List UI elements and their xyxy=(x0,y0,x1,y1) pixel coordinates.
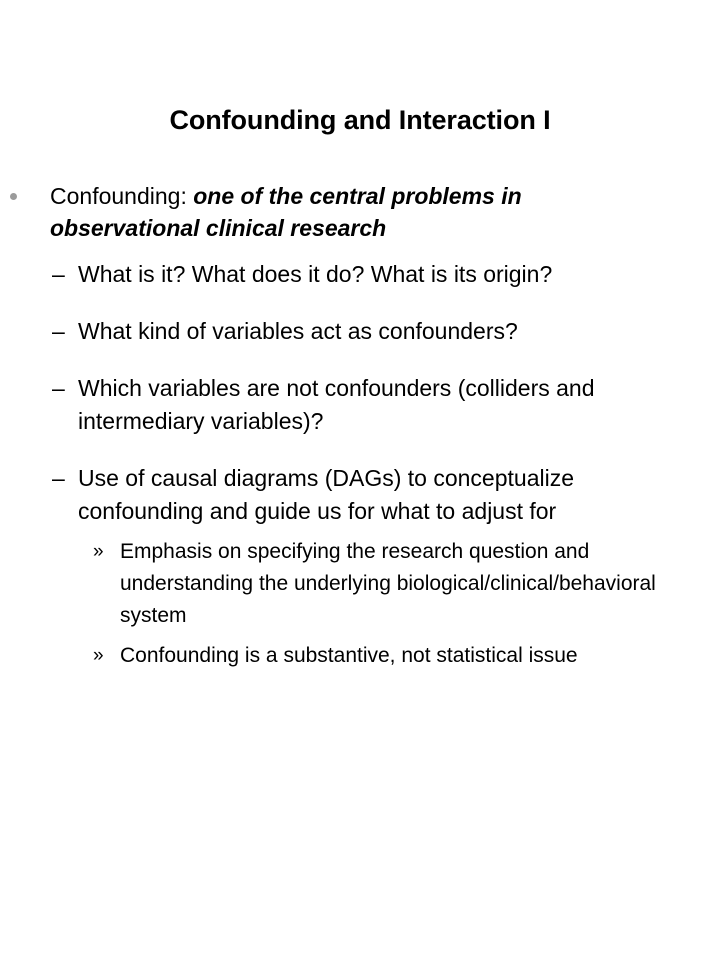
list-item-level3-text: Emphasis on specifying the research question and understanding the underlying biological/clinical/behavioral system xyxy=(120,540,656,627)
en-dash-bullet-icon: – xyxy=(52,261,65,287)
guillemet-bullet-icon: » xyxy=(93,541,104,562)
list-item-level1-text xyxy=(50,180,720,244)
list-item-level2 xyxy=(0,258,720,291)
list-item-level3 xyxy=(0,536,720,632)
page-title: Confounding and Interaction I xyxy=(169,105,551,135)
list-item-level2-text: Which variables are not confounders (colliders and intermediary variables)? xyxy=(78,375,595,434)
list-item-level1 xyxy=(0,180,720,244)
list-item-level2-text: What kind of variables act as confounders? xyxy=(78,318,518,344)
list-item-level1-lead: Confounding: xyxy=(50,183,194,209)
list-item-level1-emphasis: one of the central problems in observational clinical research xyxy=(50,183,522,241)
list-item-level2-text: What is it? What does it do? What is its origin? xyxy=(78,261,553,287)
spacer xyxy=(0,438,720,448)
slide-body xyxy=(0,180,720,672)
en-dash-bullet-icon: – xyxy=(52,318,65,344)
en-dash-bullet-icon: – xyxy=(52,465,65,491)
en-dash-bullet-icon: – xyxy=(52,375,65,401)
list-item-level2 xyxy=(0,315,720,348)
list-item-level2 xyxy=(0,372,720,438)
list-item-level3-text: Confounding is a substantive, not statistical issue xyxy=(120,644,578,667)
list-item-level3 xyxy=(0,640,720,672)
spacer xyxy=(0,291,720,301)
list-item-level2 xyxy=(0,462,720,528)
list-item-level2-text: Use of causal diagrams (DAGs) to conceptualize confounding and guide us for what to adjust for xyxy=(78,465,574,524)
guillemet-bullet-icon: » xyxy=(93,645,104,666)
spacer xyxy=(0,348,720,358)
bullet-dot-icon xyxy=(10,180,24,212)
